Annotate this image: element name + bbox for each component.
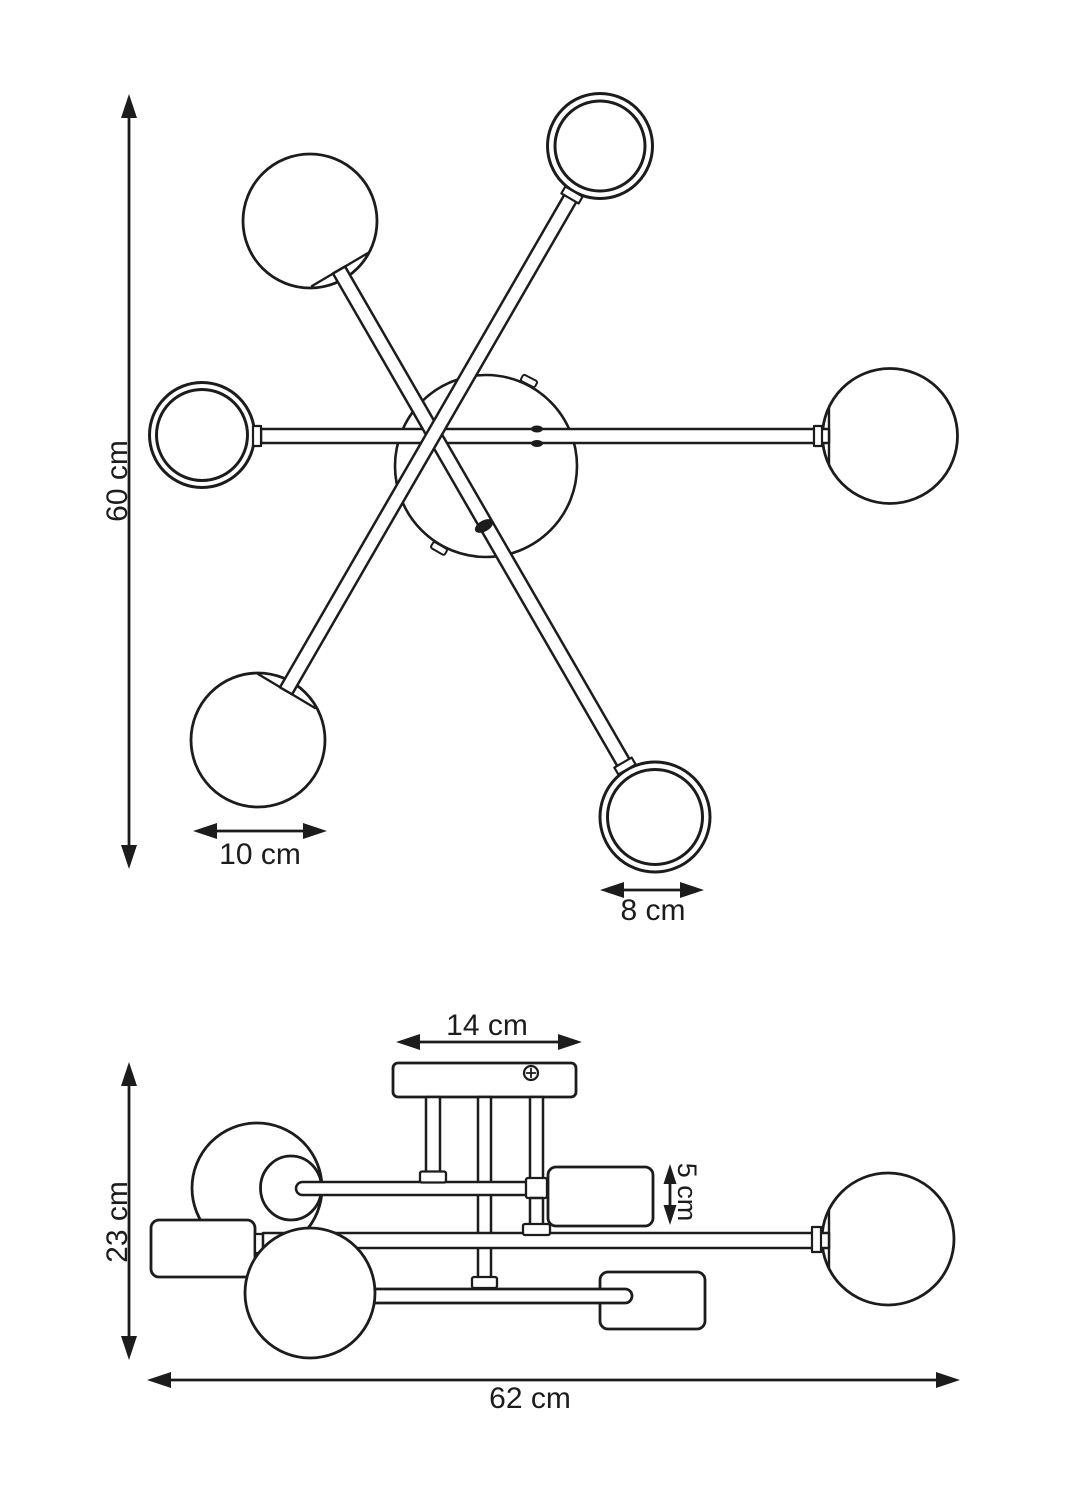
arrowhead-up-icon xyxy=(121,1062,137,1086)
side-arm-upper xyxy=(296,1182,548,1195)
globe-side-right xyxy=(822,1173,954,1305)
down-rod-right xyxy=(530,1097,543,1182)
arrowhead-left-icon xyxy=(193,823,217,839)
collar-globe-side-right xyxy=(812,1227,821,1252)
arrowhead-right-icon xyxy=(558,1034,582,1050)
arrowhead-up-icon xyxy=(121,94,137,118)
dim-label-5cm: 5 cm xyxy=(672,1162,702,1222)
globe-right xyxy=(823,369,958,504)
down-rod-right-lower xyxy=(530,1198,543,1226)
canopy-plate xyxy=(393,1063,576,1097)
shade-cylinder-left xyxy=(151,1220,255,1277)
globe-bottom-left xyxy=(191,673,325,807)
arm-horizontal xyxy=(261,429,829,443)
shade-cylinder-right xyxy=(548,1167,653,1226)
arrowhead-right-icon xyxy=(936,1372,960,1388)
dim-label-62cm: 62 cm xyxy=(489,1382,571,1415)
down-rod-left xyxy=(426,1097,440,1177)
ring-top xyxy=(548,94,653,204)
dimension-width-62cm xyxy=(147,1372,960,1415)
dimension-ring-8cm xyxy=(600,882,704,927)
ring-left xyxy=(150,383,262,488)
top-view xyxy=(101,94,958,928)
arrowhead-left-icon xyxy=(147,1372,171,1388)
arrowhead-right-icon xyxy=(303,823,327,839)
rod-middle-foot xyxy=(472,1277,497,1288)
arrowhead-down-icon xyxy=(121,845,137,869)
screw-arm-horizontal-2 xyxy=(531,440,543,447)
arrowhead-left-icon xyxy=(396,1034,420,1050)
dim-label-8cm: 8 cm xyxy=(620,894,686,927)
globe-front xyxy=(245,1228,375,1358)
dimension-shade-5cm xyxy=(664,1163,703,1225)
ring-bottom-right xyxy=(600,758,710,872)
collar-globe-right xyxy=(814,426,822,446)
rod-right-tee xyxy=(526,1178,547,1198)
rod-right-foot xyxy=(523,1224,550,1235)
rod-left-foot xyxy=(420,1172,446,1183)
globe-top-left xyxy=(243,154,377,288)
dim-label-23cm: 23 cm xyxy=(101,1181,134,1263)
arrowhead-down-icon xyxy=(121,1336,137,1360)
canopy-screw xyxy=(524,1066,538,1080)
dimension-globe-10cm xyxy=(193,823,327,871)
screw-arm-horizontal xyxy=(531,426,543,433)
dim-label-14cm: 14 cm xyxy=(446,1009,528,1042)
dimension-canopy-14cm xyxy=(396,1009,582,1050)
dimension-height-60cm xyxy=(101,94,137,869)
dimension-height-23cm xyxy=(101,1062,137,1360)
dim-label-60cm: 60 cm xyxy=(101,440,134,522)
side-view xyxy=(101,1009,960,1415)
dim-label-10cm: 10 cm xyxy=(219,838,301,871)
